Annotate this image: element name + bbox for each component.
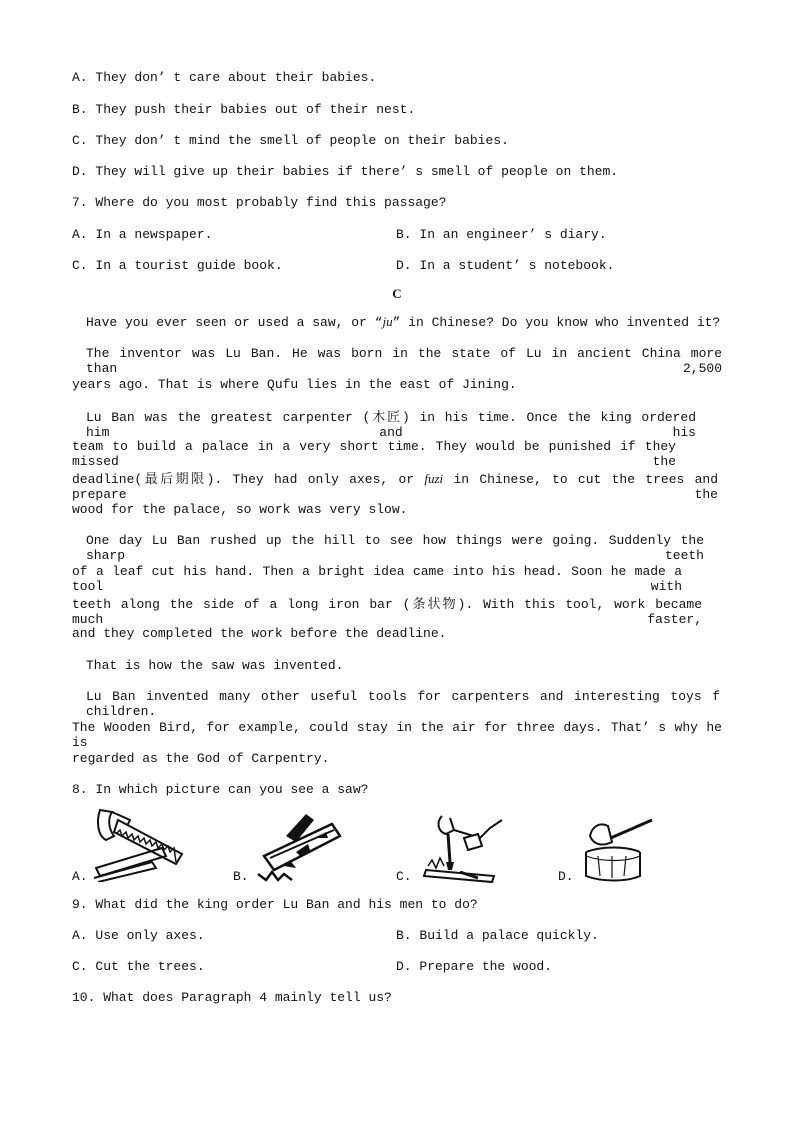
passage-p3-line4: wood for the palace, so work was very slow.	[72, 502, 408, 517]
q9-option-b: B. Build a palace quickly.	[396, 928, 599, 943]
passage-p6-line3: regarded as the God of Carpentry.	[72, 751, 330, 766]
q8-label-d: D.	[558, 869, 574, 884]
q7-question: 7. Where do you most probably find this passage?	[72, 195, 447, 210]
q8-label-c: C.	[396, 869, 412, 884]
saw-picture	[92, 806, 192, 882]
p3-fuzi: fuzi	[424, 471, 444, 486]
passage-p6-line1: Lu Ban invented many other useful tools for carpenters and interesting toys f children.	[86, 689, 720, 719]
p1-text-a: Have you ever seen or used a saw, or “	[86, 315, 383, 330]
q9-option-a: A. Use only axes.	[72, 928, 205, 943]
q8-label-b: B.	[233, 869, 249, 884]
q7-option-a: A. In a newspaper.	[72, 227, 213, 242]
q10-question: 10. What does Paragraph 4 mainly tell us?	[72, 990, 392, 1005]
passage-paragraph-5: That is how the saw was invented.	[86, 658, 344, 673]
p1-ju: ju	[382, 314, 393, 329]
chisel-picture	[420, 814, 504, 884]
q8-question: 8. In which picture can you see a saw?	[72, 782, 369, 797]
q9-option-d: D. Prepare the wood.	[396, 959, 553, 974]
q6-option-d: D. They will give up their babies if there’ s smell of people on them.	[72, 164, 619, 179]
passage-p2-line2: years ago. That is where Qufu lies in the east of Jining.	[72, 377, 517, 392]
passage-p4-line3: teeth along the side of a long iron bar (条状物). With this tool, work became much faster,	[72, 597, 702, 627]
passage-p2-line1: The inventor was Lu Ban. He was born in the state of Lu in ancient China more than 2,500	[86, 346, 722, 376]
passage-p4-line4: and they completed the work before the deadline.	[72, 626, 447, 641]
q9-question: 9. What did the king order Lu Ban and his men to do?	[72, 897, 478, 912]
passage-p6-line2: The Wooden Bird, for example, could stay in the air for three days. That’ s why he is	[72, 720, 722, 750]
q7-option-b: B. In an engineer’ s diary.	[396, 227, 607, 242]
axe-picture	[582, 816, 656, 882]
p3-text-a: deadline(最后期限). They had only axes, or	[72, 472, 425, 487]
q7-option-d: D. In a student’ s notebook.	[396, 258, 615, 273]
section-title: C	[392, 286, 402, 301]
plane-picture	[256, 808, 348, 882]
passage-p4-line1: One day Lu Ban rushed up the hill to see how things were going. Suddenly the sharp teeth	[86, 533, 704, 563]
passage-p3-line1: Lu Ban was the greatest carpenter (木匠) in his time. Once the king ordered him and his	[86, 410, 696, 440]
passage-paragraph-1	[86, 314, 720, 330]
passage-p4-line2: of a leaf cut his hand. Then a bright idea came into his head. Soon he made a tool with	[72, 564, 682, 594]
q8-label-a: A.	[72, 869, 88, 884]
q6-option-c: C. They don’ t mind the smell of people on their babies.	[72, 133, 509, 148]
q6-option-b: B. They push their babies out of their nest.	[72, 102, 416, 117]
passage-p3-line3	[72, 468, 718, 502]
q6-option-a: A. They don’ t care about their babies.	[72, 70, 377, 85]
p1-text-b: ” in Chinese? Do you know who invented it?	[392, 315, 721, 330]
q7-option-c: C. In a tourist guide book.	[72, 258, 283, 273]
q9-option-c: C. Cut the trees.	[72, 959, 205, 974]
passage-p3-line2: team to build a palace in a very short time. They would be punished if they missed the	[72, 439, 676, 469]
p3-text-b: in Chinese, to cut the trees and prepare the	[72, 472, 718, 502]
